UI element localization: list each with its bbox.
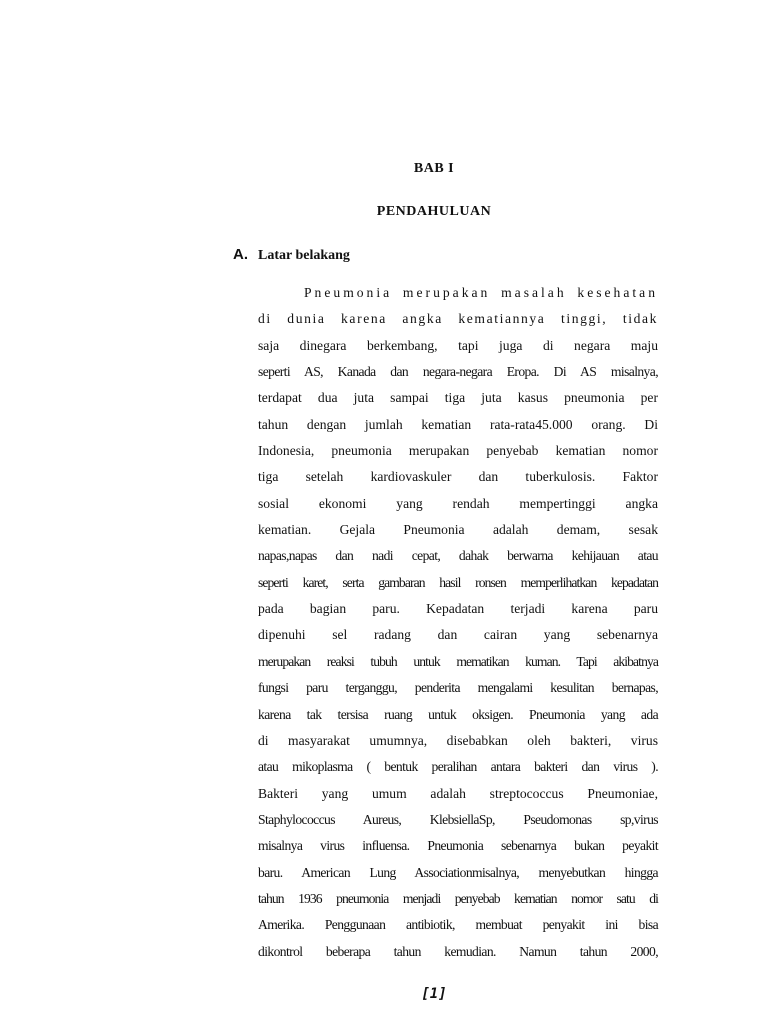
chapter-label: BAB I xyxy=(413,161,455,176)
paragraph-line: seperti karet, serta gambaran hasil ronsen memperlihatkan kepadatan xyxy=(258,574,658,590)
paragraph-line: saja dinegara berkembang, tapi juga di negara maju xyxy=(258,337,658,353)
paragraph-line: di dunia karena angka kematiannya tinggi, tidak xyxy=(258,311,658,327)
paragraph-line: dikontrol beberapa tahun kemudian. Namun tahun 2000, xyxy=(258,943,658,959)
paragraph-line: atau mikoplasma ( bentuk peralihan antara bakteri dan virus ). xyxy=(258,759,658,775)
paragraph-line: karena tak tersisa ruang untuk oksigen. Pneumonia yang ada xyxy=(258,706,658,722)
page-number: [1] xyxy=(421,986,447,1002)
paragraph-line: Staphylococcus Aureus, KlebsiellaSp, Pseudomonas sp,virus xyxy=(258,811,658,827)
chapter-title: PENDAHULUAN xyxy=(376,204,492,219)
paragraph-line: Pneumonia merupakan masalah kesehatan xyxy=(304,285,658,300)
paragraph-line: fungsi paru terganggu, penderita mengalami kesulitan bernapas, xyxy=(258,680,658,696)
paragraph-line: kematian. Gejala Pneumonia adalah demam, sesak xyxy=(258,522,658,538)
paragraph-line: tiga setelah kardiovaskuler dan tuberkulosis. Faktor xyxy=(258,469,658,485)
paragraph-line: merupakan reaksi tubuh untuk mematikan kuman. Tapi akibatnya xyxy=(258,653,658,669)
paragraph-line: tahun 1936 pneumonia menjadi penyebab kematian nomor satu di xyxy=(258,890,658,906)
paragraph-line: Indonesia, pneumonia merupakan penyebab kematian nomor xyxy=(258,443,658,459)
paragraph-line: pada bagian paru. Kepadatan terjadi karena paru xyxy=(258,601,658,617)
paragraph-line: di masyarakat umumnya, disebabkan oleh bakteri, virus xyxy=(258,732,658,748)
paragraph-line: dipenuhi sel radang dan cairan yang sebenarnya xyxy=(258,627,658,643)
paragraph-line: misalnya virus influensa. Pneumonia sebenarnya bukan peyakit xyxy=(258,838,658,854)
body-paragraph xyxy=(258,280,658,965)
paragraph-line: Bakteri yang umum adalah streptococcus Pneumoniae, xyxy=(258,785,658,801)
section-heading xyxy=(233,246,350,264)
section-letter: A. xyxy=(233,246,248,263)
paragraph-line: sosial ekonomi yang rendah mempertinggi angka xyxy=(258,495,658,511)
paragraph-line: tahun dengan jumlah kematian rata-rata45.000 orang. Di xyxy=(258,416,658,432)
section-title: Latar belakang xyxy=(258,248,350,263)
paragraph-line: seperti AS, Kanada dan negara-negara Eropa. Di AS misalnya, xyxy=(258,364,658,380)
paragraph-line: Amerika. Penggunaan antibiotik, membuat penyakit ini bisa xyxy=(258,917,658,933)
paragraph-line: terdapat dua juta sampai tiga juta kasus pneumonia per xyxy=(258,390,658,406)
paragraph-line: napas,napas dan nadi cepat, dahak berwarna kehijauan atau xyxy=(258,548,658,564)
paragraph-line: baru. American Lung Associationmisalnya, menyebutkan hingga xyxy=(258,864,658,880)
